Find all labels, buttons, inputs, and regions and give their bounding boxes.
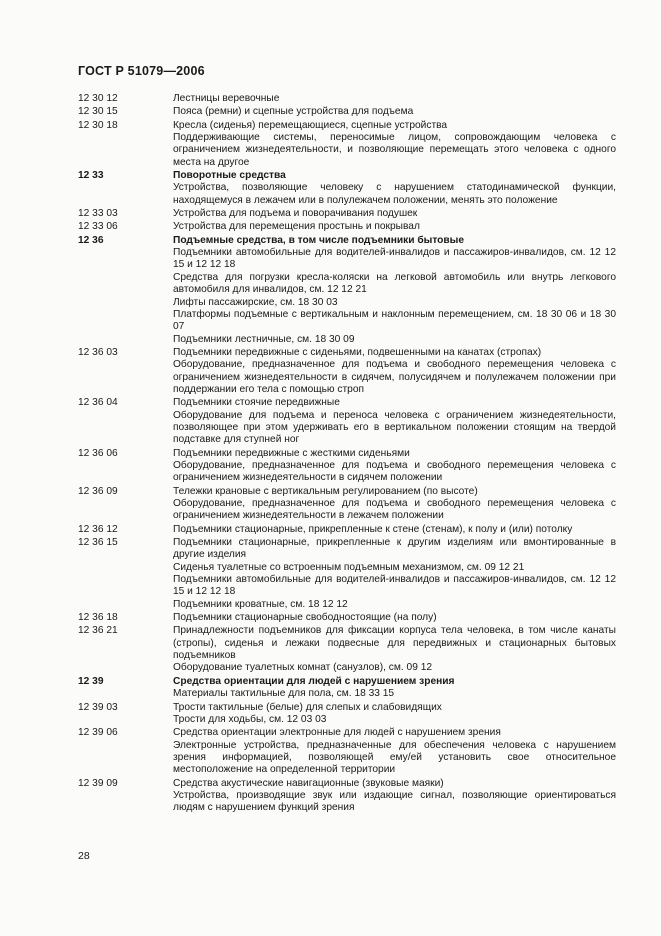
section-heading-row bbox=[78, 676, 616, 688]
entry-code: 12 30 15 bbox=[78, 106, 118, 118]
entry-description bbox=[78, 790, 616, 815]
entry-code: 12 39 06 bbox=[78, 727, 118, 739]
entry-text: Подъемники передвижные с жесткими сиденьями bbox=[173, 447, 410, 459]
entry-text: Устройства, позволяющие человеку с нарушением статодинамической функции, находящемуся в лежачем или в полулежачем положении, менять это положение bbox=[173, 182, 616, 206]
entry-text: Поворотные средства bbox=[173, 170, 286, 182]
entry-text: Кресла (сиденья) перемещающиеся, сцепные устройства bbox=[173, 119, 448, 131]
classification-entry bbox=[78, 106, 616, 118]
entry-description bbox=[78, 574, 616, 599]
classification-entry bbox=[78, 702, 616, 714]
entry-code: 12 36 03 bbox=[78, 346, 118, 358]
entry-text: Средства для погрузки кресла-коляски на легковой автомобиль или внутрь легкового автомобиля для инвалидов, см. 12 12 21 bbox=[173, 271, 616, 296]
entry-text: Подъемники стационарные, прикрепленные к другим изделиям или вмонтированные в другие изделия bbox=[173, 537, 616, 561]
entry-text: Материалы тактильные для пола, см. 18 33 15 bbox=[173, 688, 395, 700]
entry-description bbox=[78, 562, 616, 574]
entry-description bbox=[78, 334, 616, 346]
classification-entry bbox=[78, 208, 616, 220]
entry-code: 12 33 03 bbox=[78, 208, 118, 220]
entry-description bbox=[78, 297, 616, 309]
entry-description bbox=[78, 599, 616, 611]
entry-description bbox=[78, 688, 616, 700]
entry-code: 12 39 03 bbox=[78, 701, 118, 713]
entry-code: 12 36 18 bbox=[78, 612, 118, 624]
entry-code: 12 36 12 bbox=[78, 523, 118, 535]
entry-code bbox=[78, 334, 173, 346]
entry-code bbox=[78, 309, 173, 334]
entry-text: Устройства для подъема и поворачивания подушек bbox=[173, 208, 418, 220]
entry-text: Принадлежности подъемников для фиксации корпуса тела человека, в том числе канаты (стропы), сиденья и лежаки подвесные для передвижных и стационарных бытовых подъемников bbox=[173, 625, 616, 662]
entry-text: Лифты пассажирские, см. 18 30 03 bbox=[173, 296, 338, 308]
entry-text: Подъемники автомобильные для водителей-инвалидов и пассажиров-инвалидов, см. 12 12 15 и 12 12 18 bbox=[173, 574, 616, 598]
classification-entry bbox=[78, 221, 616, 233]
entry-description bbox=[78, 359, 616, 396]
classification-entry bbox=[78, 120, 616, 132]
entry-text: Оборудование, предназначенное для подъема и свободного перемещения человека с ограничением жизнедеятельности в сидячем, полусидячем и полулежачем положении при поддержании его тела с помощью строп bbox=[173, 359, 616, 395]
entry-text: Подъемники лестничные, см. 18 30 09 bbox=[173, 333, 355, 345]
entry-text: Оборудование, предназначенное для подъема и свободного перемещения человека с ограничением жизнедеятельности в лежачем положении bbox=[173, 498, 616, 522]
entry-code bbox=[78, 714, 173, 726]
classification-entry bbox=[78, 93, 616, 105]
entry-text: Сиденья туалетные со встроенным подъемным механизмом, см. 09 12 21 bbox=[173, 561, 525, 573]
entry-code: 12 30 18 bbox=[78, 119, 118, 131]
classification-entry bbox=[78, 448, 616, 460]
page-number: 28 bbox=[78, 850, 90, 862]
entry-text: Оборудование, предназначенное для подъема и свободного перемещения человека с ограничением жизнедеятельности в сидячем положении bbox=[173, 459, 616, 484]
entry-code: 12 30 12 bbox=[78, 93, 118, 104]
entry-description bbox=[78, 182, 616, 207]
classification-entry bbox=[78, 778, 616, 790]
entry-description bbox=[78, 272, 616, 297]
entry-text: Электронные устройства, предназначенные для обеспечения человека с нарушением зрения информацией, позволяющей ему/ей установить свое относительное местоположение на определенной территории bbox=[173, 739, 616, 776]
entry-code: 12 36 15 bbox=[78, 537, 118, 549]
entry-text: Пояса (ремни) и сцепные устройства для подъема bbox=[173, 106, 414, 118]
entry-code: 12 36 09 bbox=[78, 485, 118, 497]
entry-text: Подъемные средства, в том числе подъемники бытовые bbox=[173, 234, 465, 246]
section-heading-row bbox=[78, 170, 616, 182]
entry-text: Подъемники кроватные, см. 18 12 12 bbox=[173, 598, 348, 610]
entry-description bbox=[78, 132, 616, 169]
entry-description bbox=[78, 460, 616, 485]
classification-entry bbox=[78, 727, 616, 739]
entry-text: Устройства, производящие звук или издающие сигнал, позволяющие ориентироваться людям с нарушением функций зрения bbox=[173, 789, 616, 814]
entry-code bbox=[78, 599, 173, 611]
classification-table bbox=[78, 92, 616, 815]
section-heading-row bbox=[78, 235, 616, 247]
classification-entry bbox=[78, 397, 616, 409]
entry-code: 12 36 bbox=[78, 234, 104, 246]
entry-code bbox=[78, 790, 173, 815]
entry-text: Подъемники автомобильные для водителей-инвалидов и пассажиров-инвалидов, см. 12 12 15 и 12 12 18 bbox=[173, 247, 616, 271]
classification-entry bbox=[78, 524, 616, 536]
entry-code bbox=[78, 460, 173, 485]
entry-text: Подъемники стационарные, прикрепленные к стене (стенам), к полу и (или) потолку bbox=[173, 523, 573, 535]
entry-code bbox=[78, 662, 173, 674]
entry-text: Лестницы веревочные bbox=[173, 93, 280, 104]
entry-text: Средства акустические навигационные (звуковые маяки) bbox=[173, 777, 444, 789]
classification-entry bbox=[78, 625, 616, 662]
classification-entry bbox=[78, 486, 616, 498]
entry-code: 12 33 06 bbox=[78, 221, 118, 233]
entry-code bbox=[78, 562, 173, 574]
entry-code: 12 36 21 bbox=[78, 625, 118, 637]
document-header: ГОСТ Р 51079—2006 bbox=[78, 64, 205, 78]
classification-entry bbox=[78, 612, 616, 624]
entry-code bbox=[78, 359, 173, 396]
entry-description bbox=[78, 714, 616, 726]
entry-code bbox=[78, 498, 173, 523]
entry-code bbox=[78, 272, 173, 297]
classification-entry bbox=[78, 537, 616, 562]
entry-text: Средства ориентации электронные для людей с нарушением зрения bbox=[173, 727, 501, 739]
entry-code bbox=[78, 688, 173, 700]
entry-text: Подъемники стоячие передвижные bbox=[173, 397, 340, 409]
entry-code bbox=[78, 410, 173, 447]
entry-code: 12 39 bbox=[78, 675, 104, 687]
entry-text: Устройства для перемещения простынь и покрывал bbox=[173, 221, 420, 233]
classification-entry bbox=[78, 347, 616, 359]
entry-code bbox=[78, 132, 173, 169]
entry-text: Тележки крановые с вертикальным регулированием (по высоте) bbox=[173, 485, 478, 497]
entry-description bbox=[78, 662, 616, 674]
entry-text: Платформы подъемные с вертикальным и наклонным перемещением, см. 18 30 06 и 18 30 07 bbox=[173, 308, 616, 333]
entry-text: Оборудование для подъема и переноса человека с ограничением жизнедеятельности, позволяющее при этом удерживать его в вертикальном положении стоящим на твердой подставке для ступней ног bbox=[173, 409, 616, 446]
entry-code bbox=[78, 574, 173, 599]
entry-description bbox=[78, 309, 616, 334]
entry-text: Трости тактильные (белые) для слепых и слабовидящих bbox=[173, 701, 442, 713]
entry-code: 12 39 09 bbox=[78, 777, 118, 789]
entry-text: Оборудование туалетных комнат (санузлов), см. 09 12 bbox=[173, 662, 433, 674]
entry-description bbox=[78, 410, 616, 447]
entry-code bbox=[78, 182, 173, 207]
entry-description bbox=[78, 740, 616, 777]
entry-text: Трости для ходьбы, см. 12 03 03 bbox=[173, 713, 327, 725]
entry-code bbox=[78, 297, 173, 309]
entry-code: 12 36 06 bbox=[78, 447, 118, 459]
entry-description bbox=[78, 247, 616, 272]
entry-code bbox=[78, 247, 173, 272]
entry-text: Средства ориентации для людей с нарушением зрения bbox=[173, 675, 455, 687]
entry-text: Поддерживающие системы, переносимые лицом, сопровождающим человека с ограничением жизнедеятельности, и позволяющие перемещать этого человека с одного места на другое bbox=[173, 132, 616, 168]
entry-description bbox=[78, 498, 616, 523]
entry-code: 12 33 bbox=[78, 170, 104, 182]
entry-code: 12 36 04 bbox=[78, 397, 118, 409]
entry-text: Подъемники стационарные свободностоящие (на полу) bbox=[173, 612, 437, 624]
entry-text: Подъемники передвижные с сиденьями, подвешенными на канатах (стропах) bbox=[173, 346, 542, 358]
entry-code bbox=[78, 740, 173, 777]
